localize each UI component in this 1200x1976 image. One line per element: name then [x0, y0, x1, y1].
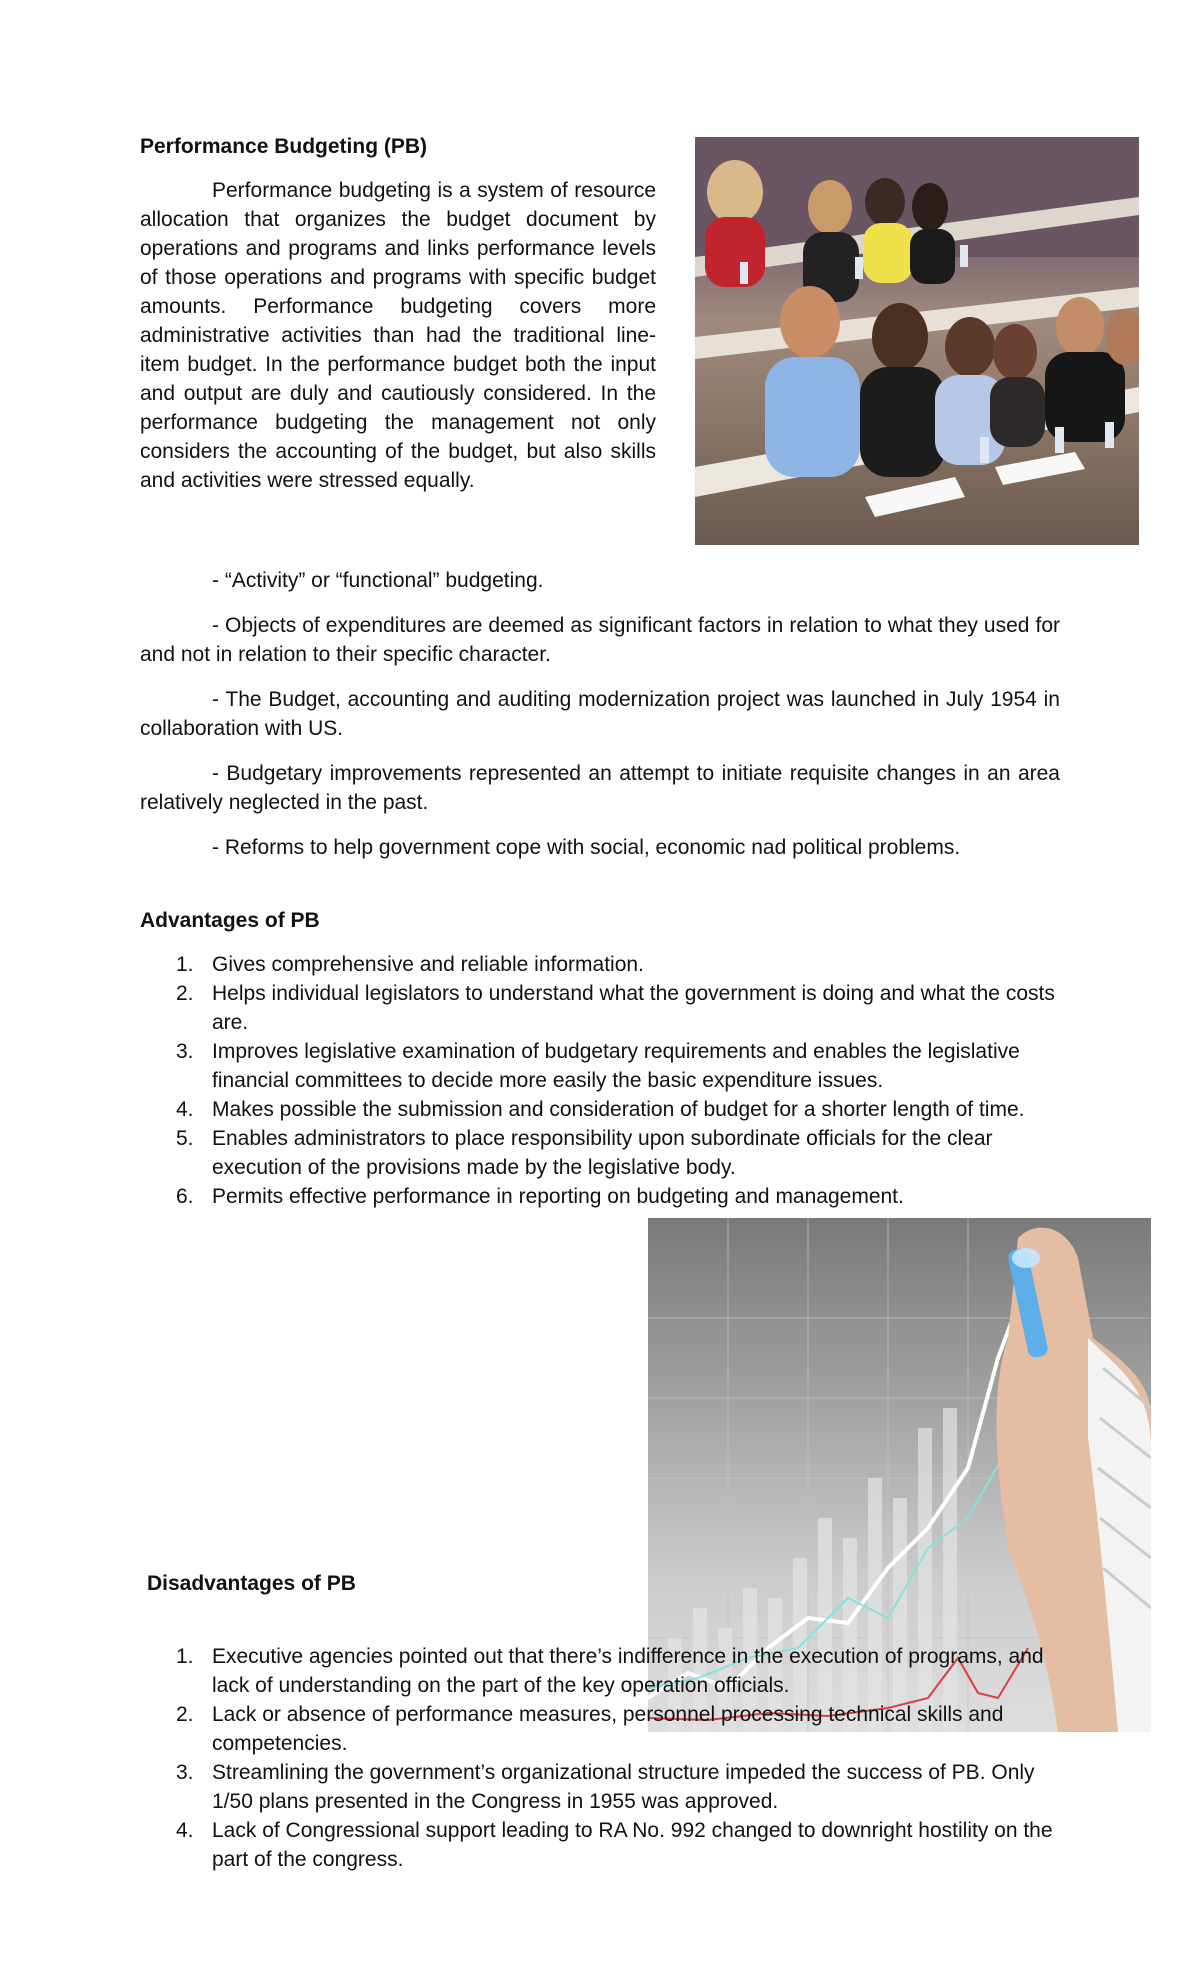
list-text: Enables administrators to place responsibility upon subordinate officials for the clear execution of the provisions made by the legislative body.: [212, 1127, 993, 1179]
pb-point-activity: - “Activity” or “functional” budgeting.: [212, 569, 544, 592]
list-text: Lack or absence of performance measures, personnel processing technical skills and competencies.: [212, 1703, 1004, 1755]
list-item: [140, 1182, 1060, 1211]
list-number: 1.: [176, 953, 194, 976]
list-number: 6.: [176, 1185, 194, 1208]
pb-point-objects: - Objects of expenditures are deemed as significant factors in relation to what they used for and not in relation to their specific character.: [140, 614, 1060, 666]
list-number: 4.: [176, 1819, 194, 1842]
list-text: Improves legislative examination of budgetary requirements and enables the legislative financial committees to decide more easily the basic expenditure issues.: [212, 1040, 1020, 1092]
list-number: 3.: [176, 1040, 194, 1063]
list-number: 2.: [176, 1703, 194, 1726]
list-text: Streamlining the government’s organizational structure impeded the success of PB. Only 1/50 plans presented in the Congress in 1955 was approved.: [212, 1761, 1035, 1813]
pb-point-budget-project: - The Budget, accounting and auditing modernization project was launched in July 1954 in collaboration with US.: [140, 688, 1060, 740]
list-text: Executive agencies pointed out that there’s indifference in the execution of programs, and lack of understanding on the part of the key operation officials.: [212, 1645, 1044, 1697]
list-number: 2.: [176, 982, 194, 1005]
seminar-audience-photo: [695, 137, 1139, 545]
pb-point-improvements: - Budgetary improvements represented an attempt to initiate requisite changes in an area relatively neglected in the past.: [140, 762, 1060, 814]
list-item: [140, 1095, 1060, 1124]
list-number: 1.: [176, 1645, 194, 1668]
disadvantages-list: [140, 1642, 1060, 1874]
list-item: [140, 1642, 1060, 1700]
list-item: [140, 1037, 1060, 1095]
list-text: Makes possible the submission and consideration of budget for a shorter length of time.: [212, 1098, 1025, 1121]
list-item: [140, 1124, 1060, 1182]
list-text: Helps individual legislators to understand what the government is doing and what the costs are.: [212, 982, 1055, 1034]
list-text: Gives comprehensive and reliable information.: [212, 953, 644, 976]
list-number: 4.: [176, 1098, 194, 1121]
disadvantages-heading: Disadvantages of PB: [147, 1572, 356, 1595]
advantages-heading: Advantages of PB: [140, 909, 320, 932]
pb-point-reforms: - Reforms to help government cope with social, economic nad political problems.: [212, 836, 961, 859]
list-number: 3.: [176, 1761, 194, 1784]
list-item: [140, 1700, 1060, 1758]
list-item: [140, 1816, 1060, 1874]
list-text: Permits effective performance in reporting on budgeting and management.: [212, 1185, 904, 1208]
list-item: [140, 950, 1060, 979]
list-item: [140, 979, 1060, 1037]
pb-heading: Performance Budgeting (PB): [140, 135, 428, 158]
advantages-list: [140, 950, 1060, 1211]
list-text: Lack of Congressional support leading to RA No. 992 changed to downright hostility on the part of the congress.: [212, 1819, 1053, 1871]
pb-intro-paragraph: Performance budgeting is a system of resource allocation that organizes the budget document by operations and programs and links performance levels of those operations and programs with specific budget amounts. Performance budgeting covers more administrative activities than had the traditional line-item budget. In the performance budget both the input and output are duly and cautiously considered. In the performance budgeting the management not only considers the accounting of the budget, but also skills and activities were stressed equally.: [140, 179, 656, 492]
list-item: [140, 1758, 1060, 1816]
list-number: 5.: [176, 1127, 194, 1150]
